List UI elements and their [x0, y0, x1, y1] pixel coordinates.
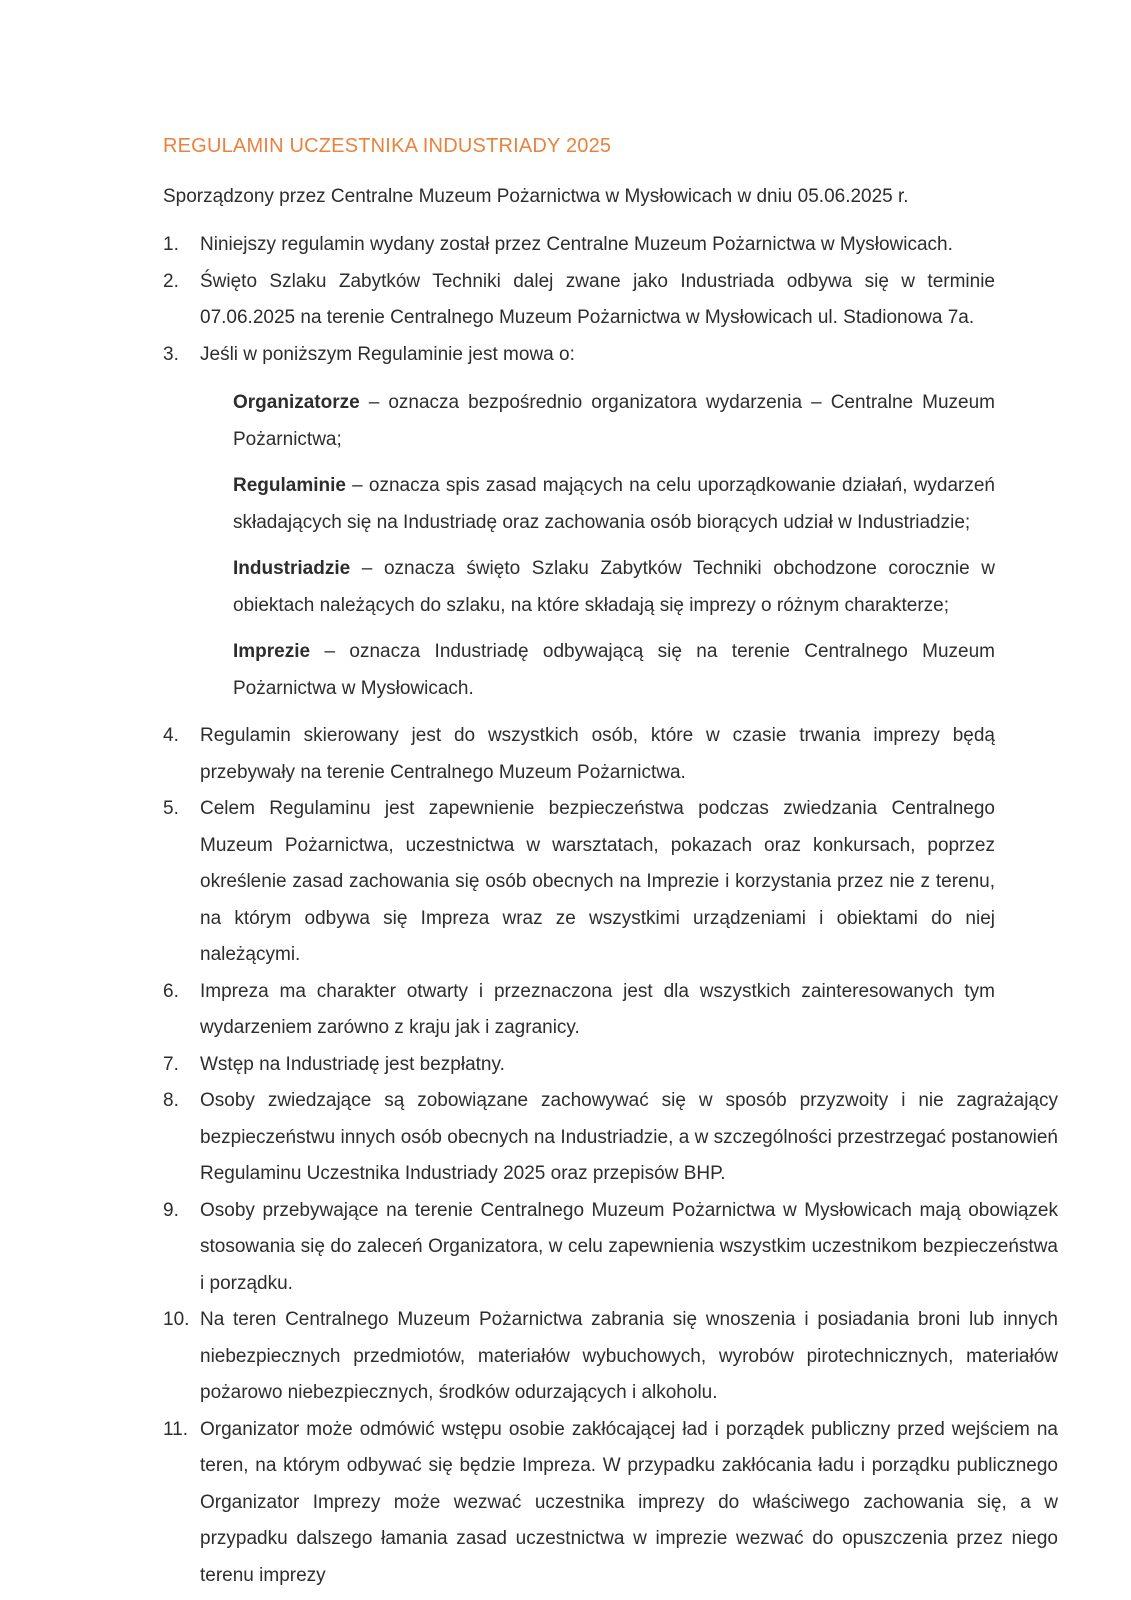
definitions-section	[163, 385, 1131, 707]
definition-term: Organizatorze	[233, 392, 360, 413]
item-number: 1.	[163, 234, 179, 255]
page-title: REGULAMIN UCZESTNIKA INDUSTRIADY 2025	[163, 135, 612, 157]
item-number: 8.	[163, 1090, 179, 1111]
definition-item	[163, 468, 995, 541]
list-item	[163, 1047, 995, 1084]
definition-text: – oznacza bezpośrednio organizatora wydarzenia – Centralne Muzeum Pożarnictwa;	[233, 392, 995, 450]
numbered-list-top	[163, 227, 1131, 373]
list-item	[163, 1412, 1058, 1595]
intro-paragraph: Sporządzony przez Centralne Muzeum Pożarnictwa w Mysłowicach w dniu 05.06.2025 r.	[163, 185, 909, 207]
item-text: Na teren Centralnego Muzeum Pożarnictwa zabrania się wnoszenia i posiadania broni lub innych niebezpiecznych przedmiotów, materiałów wybuchowych, wyrobów pirotechnicznych, materiałów pożarowo niebezpiecznych, środków odurzających i alkoholu.	[200, 1309, 1058, 1403]
item-text: Święto Szlaku Zabytków Techniki dalej zwane jako Industriada odbywa się w terminie 07.06.2025 na terenie Centralnego Muzeum Pożarnictwa w Mysłowicach ul. Stadionowa 7a.	[200, 270, 995, 328]
item-text: Jeśli w poniższym Regulaminie jest mowa o:	[200, 343, 575, 365]
list-item	[163, 264, 995, 337]
item-number: 3.	[163, 343, 179, 365]
definition-item	[163, 385, 995, 458]
list-item	[163, 718, 995, 791]
item-number: 10.	[163, 1309, 190, 1330]
item-number: 5.	[163, 798, 179, 819]
list-item	[163, 1083, 1058, 1193]
item-text: Regulamin skierowany jest do wszystkich osób, które w czasie trwania imprezy będą przebywały na terenie Centralnego Muzeum Pożarnictwa.	[200, 725, 995, 783]
numbered-list-main	[163, 718, 1131, 1594]
definition-term: Industriadzie	[233, 558, 351, 579]
item-number: 6.	[163, 980, 179, 1002]
definition-term: Regulaminie	[233, 475, 346, 496]
definition-term: Imprezie	[233, 641, 311, 662]
item-number: 4.	[163, 725, 179, 746]
item-text: Impreza ma charakter otwarty i przeznaczona jest dla wszystkich zainteresowanych tym wydarzeniem zarówno z kraju jak i zagranicy.	[200, 980, 995, 1038]
item-text: Wstęp na Industriadę jest bezpłatny.	[200, 1053, 505, 1075]
definition-text: – oznacza Industriadę odbywającą się na terenie Centralnego Muzeum Pożarnictwa w Mysłowicach.	[233, 641, 995, 699]
item-text: Celem Regulaminu jest zapewnienie bezpieczeństwa podczas zwiedzania Centralnego Muzeum Pożarnictwa, uczestnictwa w warsztatach, pokazach oraz konkursach, poprzez określenie zasad zachowania się osób obecnych na Imprezie i korzystania przez nie z terenu, na którym odbywa się Impreza wraz ze wszystkimi urządzeniami i obiektami do niej należącymi.	[200, 798, 995, 965]
item-text: Osoby przebywające na terenie Centralnego Muzeum Pożarnictwa w Mysłowicach mają obowiązek stosowania się do zaleceń Organizatora, w celu zapewnienia wszystkim uczestnikom bezpieczeństwa i porządku.	[200, 1199, 1058, 1294]
definition-text: – oznacza spis zasad mających na celu uporządkowanie działań, wydarzeń składających się na Industriadę oraz zachowania osób biorących udział w Industriadzie;	[233, 475, 995, 533]
list-item	[163, 791, 995, 974]
item-number: 7.	[163, 1053, 179, 1075]
list-item	[163, 1302, 1058, 1412]
item-text: Niniejszy regulamin wydany został przez Centralne Muzeum Pożarnictwa w Mysłowicach.	[200, 234, 953, 255]
item-text: Osoby zwiedzające są zobowiązane zachowywać się w sposób przyzwoity i nie zagrażający bezpieczeństwu innych osób obecnych na Industriadzie, a w szczególności przestrzegać postanowień Regulaminu Uczestnika Industriady 2025 oraz przepisów BHP.	[200, 1090, 1058, 1184]
definition-text: – oznacza święto Szlaku Zabytków Techniki obchodzone corocznie w obiektach należących do szlaku, na które składają się imprezy o różnym charakterze;	[233, 558, 995, 616]
item-number: 2.	[163, 270, 179, 292]
list-item	[163, 337, 995, 374]
item-number: 9.	[163, 1199, 179, 1221]
item-text: Organizator może odmówić wstępu osobie zakłócającej ład i porządek publiczny przed wejściem na teren, na którym odbywać się będzie Impreza. W przypadku zakłócania ładu i porządku publicznego Organizator Imprezy może wezwać uczestnika imprezy do właściwego zachowania się, a w przypadku dalszego łamania zasad uczestnictwa w imprezie wezwać do opuszczenia przez niego terenu imprezy	[200, 1418, 1058, 1586]
definition-item	[163, 634, 995, 707]
list-item	[163, 974, 995, 1047]
definition-item	[163, 551, 995, 624]
list-item	[163, 227, 995, 264]
item-number: 11.	[163, 1418, 189, 1440]
list-item	[163, 1193, 1058, 1303]
